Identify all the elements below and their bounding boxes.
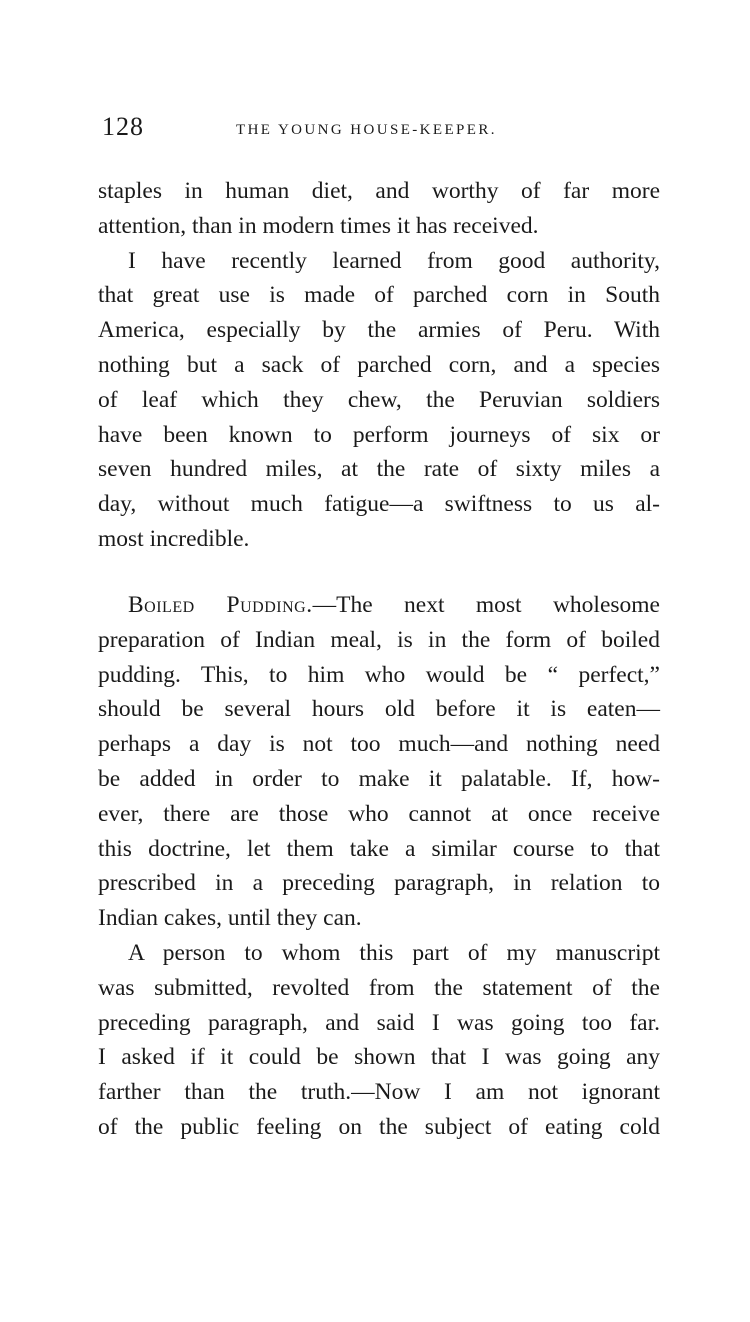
text-line: I asked if it could be shown that I was going any (98, 1044, 660, 1071)
text-line: that great use is made of parched corn in South (98, 282, 660, 309)
heading-line-text: —The next most wholesome (312, 592, 660, 618)
text-line: A person to whom this part of my manuscript (128, 939, 660, 966)
paragraph-manuscript (98, 936, 660, 1145)
text-line (98, 588, 660, 623)
section-heading: Boiled Pudding. (128, 592, 313, 618)
text-line: attention, than in modern times it has received. (98, 212, 539, 239)
text-line: seven hundred miles, at the rate of sixty miles a (98, 456, 660, 483)
text-line: nothing but a sack of parched corn, and a species (98, 351, 660, 378)
running-title: THE YOUNG HOUSE-KEEPER. (236, 122, 497, 138)
text-line: ever, there are those who cannot at once receive (98, 800, 660, 827)
text-line: of the public feeling on the subject of eating cold (98, 1113, 660, 1140)
text-line: day, without much fatigue—a swiftness to us al- (98, 491, 660, 518)
paragraph-continuation (98, 174, 660, 244)
text-line: this doctrine, let them take a similar course to that (98, 835, 660, 862)
page-number: 128 (102, 112, 144, 141)
running-head (100, 112, 660, 152)
text-line: most incredible. (98, 525, 250, 552)
text-block-upper (98, 174, 660, 557)
text-line: prescribed in a preceding paragraph, in relation to (98, 870, 660, 897)
text-line: perhaps a day is not too much—and nothing need (98, 731, 660, 758)
text-line: should be several hours old before it is eaten— (98, 696, 660, 723)
text-block-lower (98, 588, 660, 1145)
text-line: was submitted, revolted from the statement of the (98, 974, 660, 1001)
text-line: I have recently learned from good authority, (128, 247, 660, 274)
text-line: farther than the truth.—Now I am not ignorant (98, 1079, 660, 1106)
text-line: pudding. This, to him who would be “ perfect,” (98, 661, 660, 688)
text-line: America, especially by the armies of Peru. With (98, 317, 660, 344)
paragraph-parched-corn (98, 244, 660, 557)
text-line: have been known to perform journeys of six or (98, 421, 660, 448)
paragraph-boiled-pudding (98, 588, 660, 936)
text-line: staples in human diet, and worthy of far more (98, 178, 660, 204)
text-line: of leaf which they chew, the Peruvian soldiers (98, 386, 660, 413)
text-line: be added in order to make it palatable. If, how- (98, 765, 660, 792)
text-line: preparation of Indian meal, is in the form of boiled (98, 626, 660, 653)
text-line: preceding paragraph, and said I was going too far. (98, 1009, 660, 1036)
text-line: Indian cakes, until they can. (98, 905, 362, 932)
